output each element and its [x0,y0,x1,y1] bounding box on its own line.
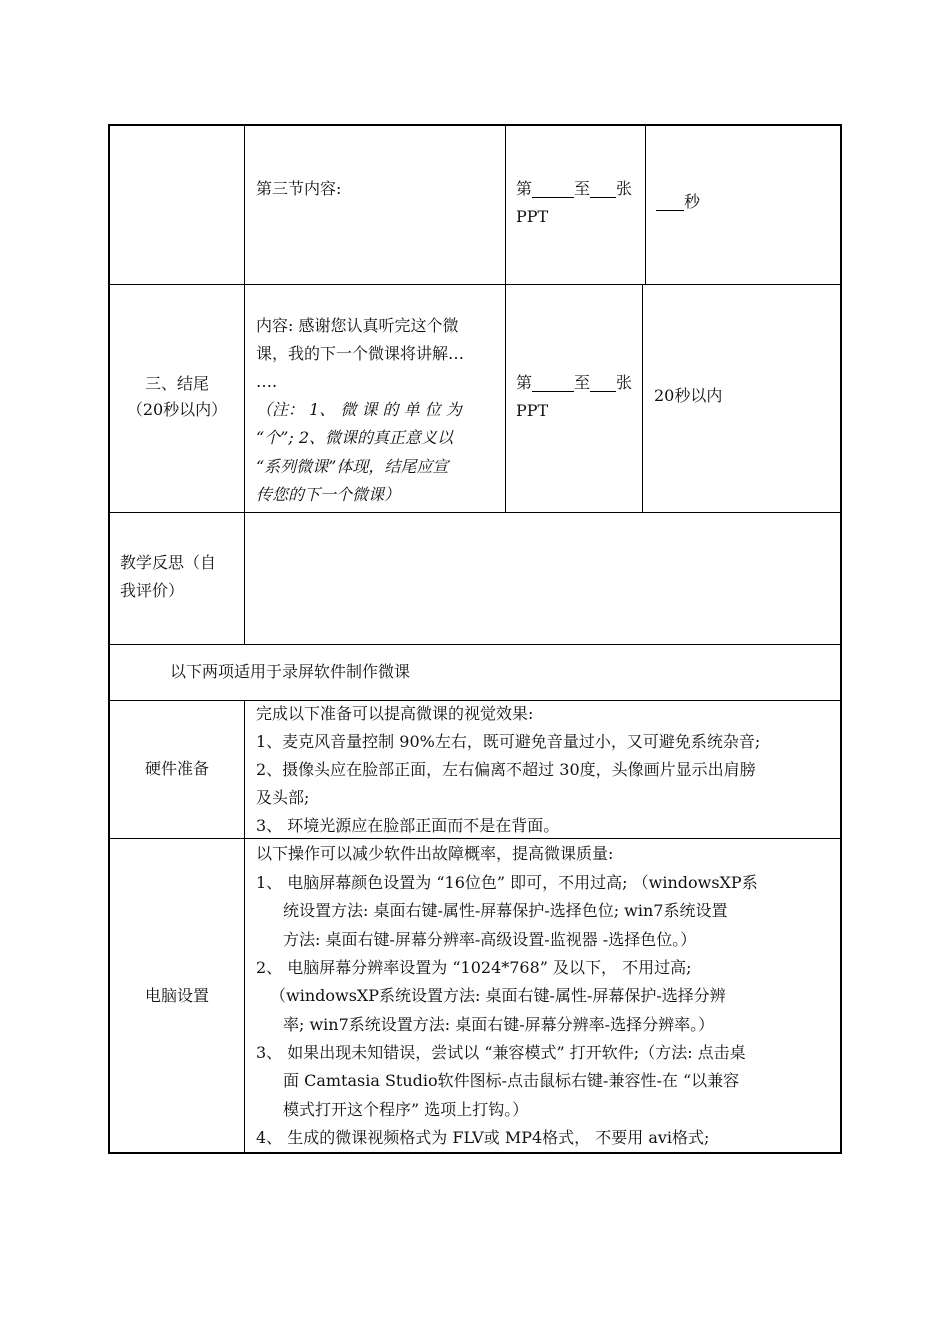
hardware-prep-label: 硬件准备 [144,759,209,778]
table-border-bottom [108,1152,842,1154]
ppt-range-row1 [516,181,632,198]
reflection-content-cell [245,513,840,644]
ppt-end-blank [590,375,616,392]
reflection-label-cont: 我评价） [120,581,185,600]
hardware-line: 2、摄像头应在脸部正面，左右偏离不超过 30度，头像画片显示出肩膀 [256,760,756,779]
ppt-end-blank [590,181,616,198]
hardware-line: 3、 环境光源应在脸部正面而不是在背面。 [256,816,560,835]
ppt-suffix: 张 [616,179,633,198]
ppt-mid: 至 [574,373,591,392]
ppt-suffix: 张 [616,373,633,392]
computer-setting-line: 3、 如果出现未知错误，尝试以 “兼容模式” 打开软件;（方法: 点击桌 [256,1043,746,1062]
computer-setting-line: 模式打开这个程序” 选项上打钩。） [283,1100,529,1119]
closing-content-line: …. [256,372,278,391]
computer-setting-line: 率; win7系统设置方法: 桌面右键-屏幕分辨率-选择分辨率。） [283,1015,715,1034]
ppt-start-blank [532,375,574,392]
closing-label: 三、结尾 [144,374,209,393]
ppt-unit-row2: PPT [516,401,549,420]
col-divider [505,124,506,512]
computer-settings-label: 电脑设置 [144,986,209,1005]
row-divider [108,700,842,701]
col-divider [645,124,646,284]
computer-setting-line: 方法: 桌面右键-屏幕分辨率-高级设置-监视器 -选择色位。） [283,930,697,949]
time-blank [656,194,684,211]
table-border-right [840,124,842,1153]
ppt-range-row2 [516,375,632,392]
closing-note-line: （注： 1、 微 课 的 单 位 为 [256,400,462,419]
closing-note-line: 传您的下一个微课） [256,485,401,504]
col-divider [244,700,245,1153]
table-border-top [108,124,842,126]
hardware-line: 1、麦克风音量控制 90%左右，既可避免音量过小，又可避免系统杂音; [256,732,761,751]
time-row1 [656,194,700,211]
row-divider [108,644,842,645]
section-three-content-label: 第三节内容: [256,179,342,198]
computer-setting-line: 4、 生成的微课视频格式为 FLV或 MP4格式， 不要用 avi格式; [256,1128,710,1147]
closing-note-line: “系列微课”体现，结尾应宣 [256,457,449,476]
ppt-start-blank [532,181,574,198]
row-divider [108,284,842,285]
closing-content-line: 课，我的下一个微课将讲解… [256,344,465,363]
ppt-prefix: 第 [516,373,533,392]
col-divider [642,284,643,512]
computer-setting-line: 1、 电脑屏幕颜色设置为 “16位色” 即可，不用过高; （windowsXP系 [256,873,758,892]
computer-setting-line: 以下操作可以减少软件出故障概率，提高微课质量: [256,844,614,863]
time-suffix: 秒 [684,192,701,211]
hardware-line: 完成以下准备可以提高微课的视觉效果: [256,704,534,723]
reflection-label: 教学反思（自 [120,553,217,572]
hardware-line: 及头部; [256,788,310,807]
computer-setting-line: 面 Camtasia Studio软件图标-点击鼠标右键-兼容性-在 “以兼容 [283,1071,740,1090]
closing-note-line: “个”; 2、微课的真正意义以 [256,428,454,447]
computer-setting-line: 2、 电脑屏幕分辨率设置为 “1024*768” 及以下， 不用过高; [256,958,692,977]
ppt-prefix: 第 [516,179,533,198]
screen-recording-heading: 以下两项适用于录屏软件制作微课 [170,662,411,681]
closing-time-value: 20秒以内 [654,386,723,405]
computer-setting-line: （windowsXP系统设置方法: 桌面右键-属性-屏幕保护-选择分辨 [270,986,726,1005]
ppt-mid: 至 [574,179,591,198]
computer-setting-line: 统设置方法: 桌面右键-属性-屏幕保护-选择色位; win7系统设置 [283,901,728,920]
ppt-unit-row1: PPT [516,207,549,226]
closing-content-line: 内容: 感谢您认真听完这个微 [256,316,459,335]
closing-duration-label: （20秒以内） [126,400,228,419]
row-divider [108,838,842,839]
